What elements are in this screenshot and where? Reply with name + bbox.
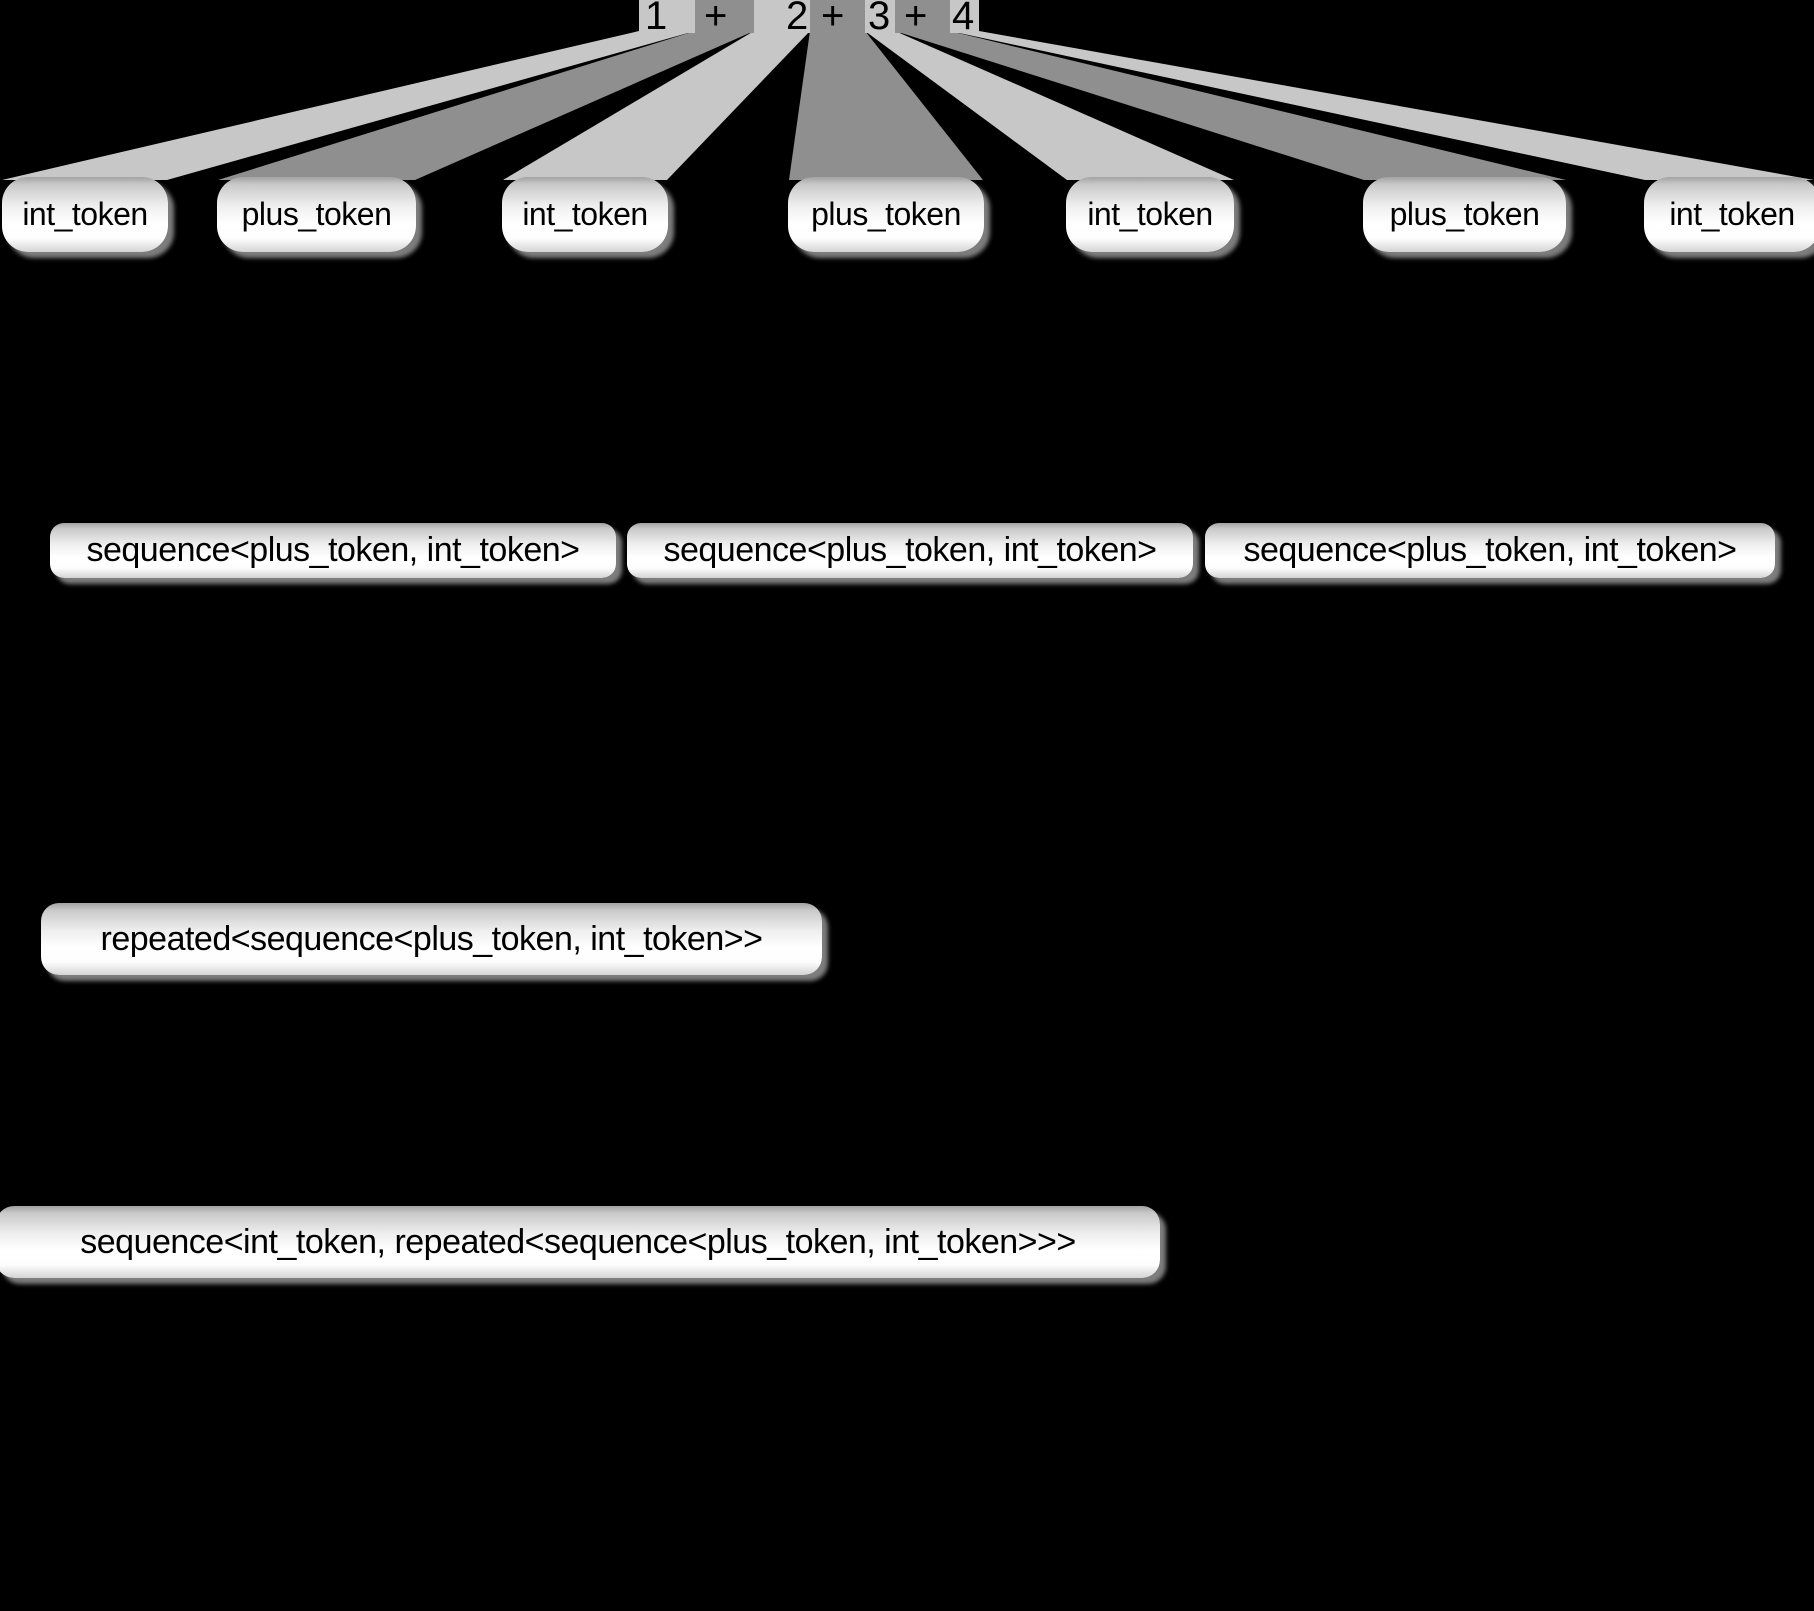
token-box-int-token-4: int_token [1644, 177, 1814, 252]
token-highlight-5 [865, 0, 895, 38]
token-box-plus-token-1: plus_token [217, 177, 416, 252]
token-glyph-6: + [904, 0, 928, 38]
token-box-int-token-1: int_token [2, 177, 168, 252]
token-glyph-7: 4 [952, 0, 975, 38]
token-box-int-token-3: int_token [1066, 177, 1234, 252]
token-highlight-7 [950, 0, 979, 38]
token-glyph-2: + [704, 0, 728, 38]
token-glyph-3: 2 [786, 0, 809, 38]
sequence-box-1: sequence<plus_token, int_token> [50, 523, 616, 578]
token-highlight-1 [639, 0, 695, 38]
token-highlight-3 [754, 0, 810, 38]
token-highlight-6 [895, 0, 950, 38]
token-glyph-5: 3 [868, 0, 891, 38]
sequence-box-3: sequence<plus_token, int_token> [1205, 523, 1775, 578]
root-sequence-box: sequence<int_token, repeated<sequence<plus_token, int_token>>> [0, 1206, 1160, 1278]
token-box-plus-token-2: plus_token [788, 177, 984, 252]
beam-4-plus-token [789, 31, 983, 180]
token-glyph-1: 1 [645, 0, 668, 38]
token-glyph-4: + [821, 0, 845, 38]
sequence-box-2: sequence<plus_token, int_token> [627, 523, 1193, 578]
repeated-box: repeated<sequence<plus_token, int_token>> [41, 903, 822, 975]
token-highlight-4 [810, 0, 865, 38]
token-box-int-token-2: int_token [502, 177, 668, 252]
token-highlight-2 [695, 0, 754, 38]
token-box-plus-token-3: plus_token [1363, 177, 1566, 252]
